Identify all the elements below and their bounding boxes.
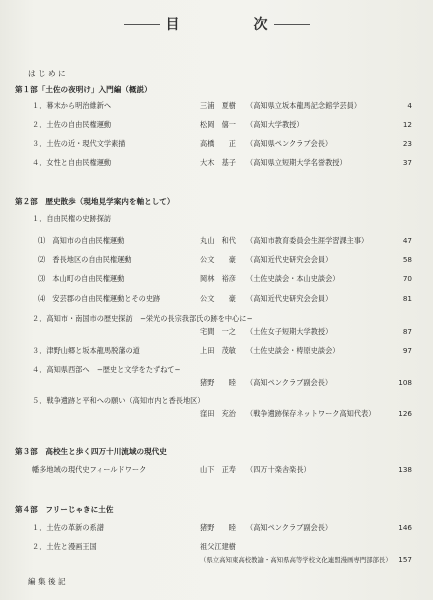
toc-item-author: 上田 茂敏 [200, 346, 236, 355]
toc-item-page: 126 [398, 409, 412, 418]
toc-item-author: 松岡 僖一 [200, 120, 236, 129]
toc-item-author: 窪田 充治 [200, 409, 236, 418]
section-heading: ５．戦争遺跡と平和への願い（高知市内と香長地区） [32, 396, 205, 405]
toc-item-author: 猪野 睦 [200, 378, 236, 387]
toc-item-author: 岡林 裕彦 [200, 274, 236, 283]
toc-item-label: ⑷ 安芸郡の自由民権運動とその史跡 [38, 294, 161, 303]
toc-item-label: ⑶ 本山町の自由民権運動 [38, 274, 125, 283]
toc-item-page: 70 [402, 274, 412, 283]
toc-item-page: 97 [402, 346, 412, 355]
toc-item-label: １．幕末から明治維新へ [32, 101, 112, 110]
toc-item-affiliation: （土佐史談会・本山史談会） [246, 274, 340, 283]
toc-item-author: 猪野 睦 [200, 523, 236, 532]
section-heading: ４．高知県西部へ −歴史と文学をたずねて− [32, 365, 181, 374]
toc-item-page: 47 [402, 236, 412, 245]
title-rule-left [124, 24, 160, 25]
title-row [0, 14, 433, 34]
toc-item-affiliation: （四万十楽舎楽長） [246, 465, 311, 474]
section-heading: ３．津野山郷と坂本龍馬脱藩の道 [32, 346, 140, 355]
toc-item-author: 公文 豪 [200, 255, 236, 264]
toc-item-affiliation: （高知近代史研究会会員） [246, 255, 333, 264]
toc-item-affiliation: （高知近代史研究会会員） [246, 294, 333, 303]
toc-item-page: 81 [402, 294, 412, 303]
toc-item-affiliation: （県立高知東高校教諭・高知県高等学校文化連盟漫画専門部部長） [200, 556, 392, 564]
toc-item-page: 108 [398, 378, 412, 387]
toc-item-affiliation: （戦争遺跡保存ネットワーク高知代表） [246, 409, 376, 418]
title-rule-right [274, 24, 310, 25]
part1-heading: 第１部「土佐の夜明け」入門編（概説） [15, 85, 152, 94]
toc-item-author: 山下 正寿 [200, 465, 236, 474]
toc-item-page: 4 [407, 101, 412, 110]
toc-item-page: 37 [402, 158, 412, 167]
toc-item-page: 138 [398, 465, 412, 474]
toc-item-page: 23 [402, 139, 412, 148]
toc-item-affiliation: （土佐史談会・梼原史談会） [246, 346, 340, 355]
page-title: 目 次 [165, 17, 298, 33]
toc-item-label: ⑵ 香長地区の自由民権運動 [38, 255, 132, 264]
toc-item-affiliation: （高知大学教授） [246, 120, 304, 129]
toc-item-affiliation: （高知県立短期大学名誉教授） [246, 158, 347, 167]
toc-item-affiliation: （土佐女子短期大学教授） [246, 327, 333, 336]
outro: 編 集 後 記 [28, 577, 66, 586]
toc-item-label: ⑴ 高知市の自由民権運動 [38, 236, 125, 245]
toc-item-author: 祖父江建樹 [200, 542, 236, 551]
toc-item-affiliation: （高知県立坂本龍馬記念館学芸員） [246, 101, 362, 110]
part4-heading: 第４部 フリーじゃきに土佐 [15, 505, 114, 514]
toc-item-page: 146 [398, 523, 412, 532]
toc-item-author: 宅間 一之 [200, 327, 236, 336]
intro: は じ め に [28, 69, 66, 78]
toc-item-label: ３．土佐の近・現代文学素描 [32, 139, 126, 148]
toc-item-author: 公文 豪 [200, 294, 236, 303]
toc-item-label: ４．女性と自由民権運動 [32, 158, 112, 167]
toc-item-author: 大木 基子 [200, 158, 236, 167]
section-heading: ２．高知市・南国市の歴史探訪 −栄光の長宗我部氏の跡を中心に− [32, 314, 253, 323]
toc-item-affiliation: （高知市教育委員会生涯学習課主事） [246, 236, 369, 245]
toc-item-page: 12 [402, 120, 412, 129]
toc-item-author: 高橋 正 [200, 139, 236, 148]
toc-item-label: ２．土佐と漫画王国 [32, 542, 97, 551]
part2-heading: 第２部 歴史散歩（現地見学案内を軸として） [15, 197, 175, 206]
toc-item-page: 87 [402, 327, 412, 336]
toc-item-author: 丸山 和代 [200, 236, 236, 245]
toc-item-label: ２．土佐の自由民権運動 [32, 120, 112, 129]
toc-item-author: 三浦 夏樹 [200, 101, 236, 110]
toc-item-label: 幡多地域の現代史フィールドワーク [32, 465, 147, 474]
toc-item-label: １．土佐の革新の系譜 [32, 523, 104, 532]
toc-item-affiliation: （高知ペンクラブ副会長） [246, 378, 333, 387]
toc-item-page: 157 [398, 555, 412, 564]
section-heading: １．自由民権の史跡探訪 [32, 214, 112, 223]
part3-heading: 第３部 高校生と歩く四万十川流域の現代史 [15, 447, 167, 456]
toc-item-affiliation: （高知県ペンクラブ会長） [246, 139, 333, 148]
toc-item-affiliation: （高知ペンクラブ副会長） [246, 523, 333, 532]
toc-item-page: 58 [402, 255, 412, 264]
